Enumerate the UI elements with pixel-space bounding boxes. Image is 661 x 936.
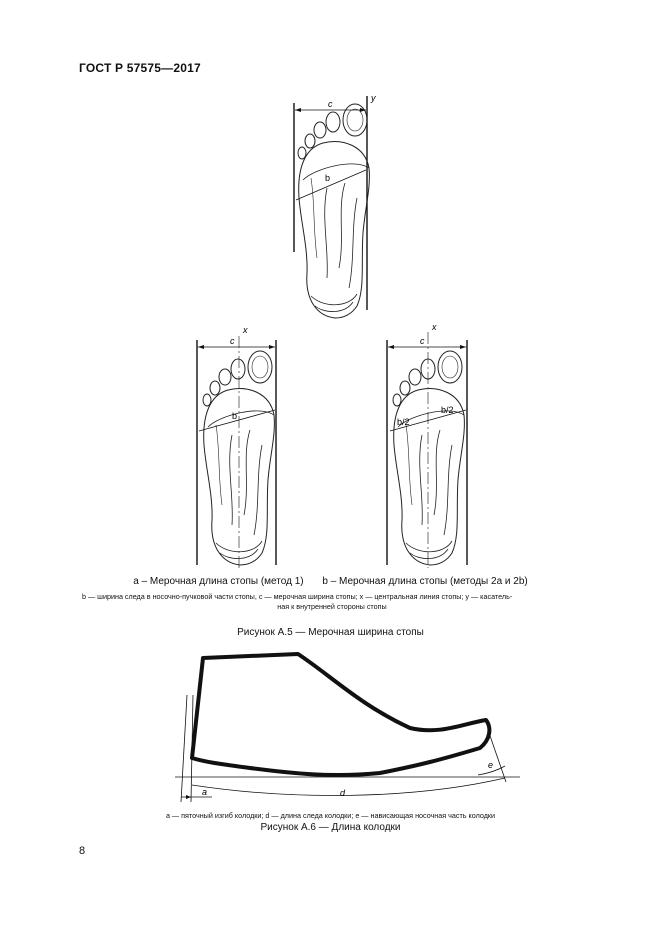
- label-c-left: c: [230, 336, 235, 346]
- document-header: ГОСТ Р 57575—2017: [79, 61, 201, 75]
- label-x-left: x: [243, 325, 248, 335]
- figure-a6-title: Рисунок А.6 — Длина колодки: [260, 822, 401, 833]
- figure-a5-legend-line1: b — ширина следа в носочно-пучковой части стопы, c — мерочная ширина стопы; x — центральная линия стопы; y — касатель-: [82, 592, 513, 601]
- label-c-right: c: [420, 336, 425, 346]
- figure-a5-legend-line2: ная к внутренней стороны стопы: [277, 602, 387, 611]
- label-d: d: [340, 788, 346, 798]
- figure-a6-legend: а — пяточный изгиб колодки; d — длина следа колодки; е — нависающая носочная часть колодки: [165, 811, 496, 820]
- label-b-top: b: [325, 173, 331, 183]
- label-a: a: [202, 787, 208, 797]
- shoe-last-drawing: [175, 654, 520, 802]
- label-e: e: [488, 760, 494, 770]
- label-c-top: c: [328, 99, 333, 109]
- subcaption-a: а – Мерочная длина стопы (метод 1): [133, 576, 304, 587]
- label-y: y: [371, 93, 376, 103]
- label-b-half-left: b/2: [397, 417, 410, 427]
- label-b-left: b: [232, 411, 238, 421]
- page-number: 8: [79, 845, 86, 857]
- figure-a5-title: Рисунок А.5 — Мерочная ширина стопы: [237, 627, 424, 638]
- label-b-half-right: b/2: [441, 405, 454, 415]
- foot-left-drawing: [197, 336, 276, 568]
- subcaption-b: b – Мерочная длина стопы (методы 2а и 2b): [322, 576, 528, 587]
- foot-top-drawing: [294, 96, 369, 318]
- figure-a5-subcaptions: [0, 576, 661, 587]
- label-x-right: x: [432, 322, 437, 332]
- foot-right-drawing: [387, 332, 467, 568]
